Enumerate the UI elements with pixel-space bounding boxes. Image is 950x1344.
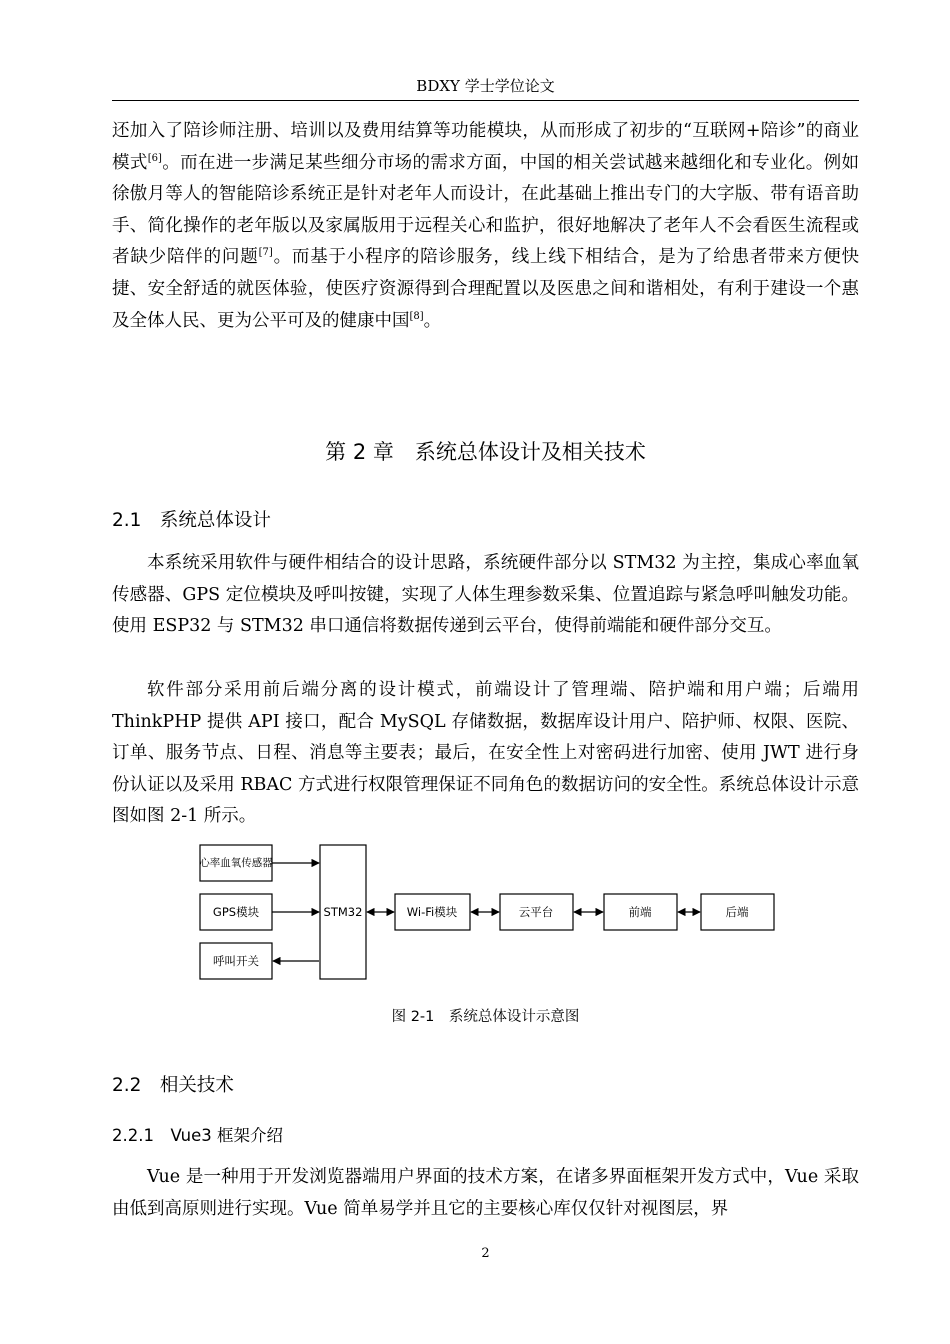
section-2-2-title: 2.2 相关技术 (112, 1075, 234, 1096)
heart-sensor-label: 心率血氧传感器 (199, 857, 273, 869)
section-2-1-title: 2.1 系统总体设计 (112, 510, 271, 531)
intro-text-3: 。而基于小程序的陪诊服务，线上线下相结合，是为了给患者带来方便快捷、安全舒适的就医体验，使医疗资源得到合理配置以及医患之间和谐相处，有利于建设一个惠及全体人民、更为公平可及的健康中国 (112, 247, 860, 331)
frontend-label: 前端 (628, 905, 652, 919)
section-2-2-1-paragraph-1: Vue 是一种用于开发浏览器端用户界面的技术方案，在诸多界面框架开发方式中，Vue 采取由低到高原则进行实现。Vue 简单易学并且它的主要核心库仅仅针对视图层，界 (112, 1167, 859, 1219)
intro-text-2: 。而在进一步满足某些细分市场的需求方面，中国的相关尝试越来越细化和专业化。例如徐傲月等人的智能陪诊系统正是针对老年人而设计，在此基础上推出专门的大字版、带有语音助手、简化操作的老年版以及家属版用于远程关心和监护，很好地解决了老年人不会看医生流程或者缺少陪伴的问题 (112, 152, 859, 268)
cloud-label: 云平台 (518, 905, 554, 919)
citation-8: [8] (409, 310, 424, 322)
running-header: BDXY 学士学位论文 (416, 77, 555, 95)
citation-6: [6] (147, 152, 162, 164)
section-2-1-paragraph-1: 本系统采用软件与硬件相结合的设计思路，系统硬件部分以 STM32 为主控，集成心率血氧传感器、GPS 定位模块及呼叫按键，实现了人体生理参数采集、位置追踪与紧急呼叫触发功能。使用 ESP32 与 STM32 串口通信将数据传递到云平台，使得前端能和硬件部分交互。 (112, 553, 859, 637)
intro-text-4: 。 (423, 310, 442, 331)
page-number: 2 (481, 1246, 490, 1261)
gps-label: GPS模块 (212, 905, 260, 919)
call-switch-label: 呼叫开关 (213, 954, 259, 968)
figure-caption: 图 2-1 系统总体设计示意图 (391, 1009, 580, 1025)
wifi-label: Wi-Fi模块 (406, 905, 458, 919)
stm32-label: STM32 (323, 905, 363, 919)
backend-label: 后端 (725, 905, 749, 919)
chapter-title: 第 2 章 系统总体设计及相关技术 (325, 440, 646, 464)
intro-text-1: 还加入了陪诊师注册、培训以及费用结算等功能模块，从而形成了初步的“互联网+陪诊”的商业模式 (112, 121, 859, 173)
section-2-1-paragraph-2: 软件部分采用前后端分离的设计模式，前端设计了管理端、陪护端和用户端；后端用 ThinkPHP 提供 API 接口，配合 MySQL 存储数据，数据库设计用户、陪护师、权限、医院、订单、服务节点、日程、消息等主要表；最后，在安全性上对密码进行加密、使用 JWT 进行身份认证以及采用 RBAC 方式进行权限管理保证不同角色的数据访问的安全性。系统总体设计示意图如图 2-1 所示。 (112, 680, 859, 827)
citation-7: [7] (258, 247, 273, 259)
section-2-2-1-title: 2.2.1 Vue3 框架介绍 (112, 1126, 284, 1145)
